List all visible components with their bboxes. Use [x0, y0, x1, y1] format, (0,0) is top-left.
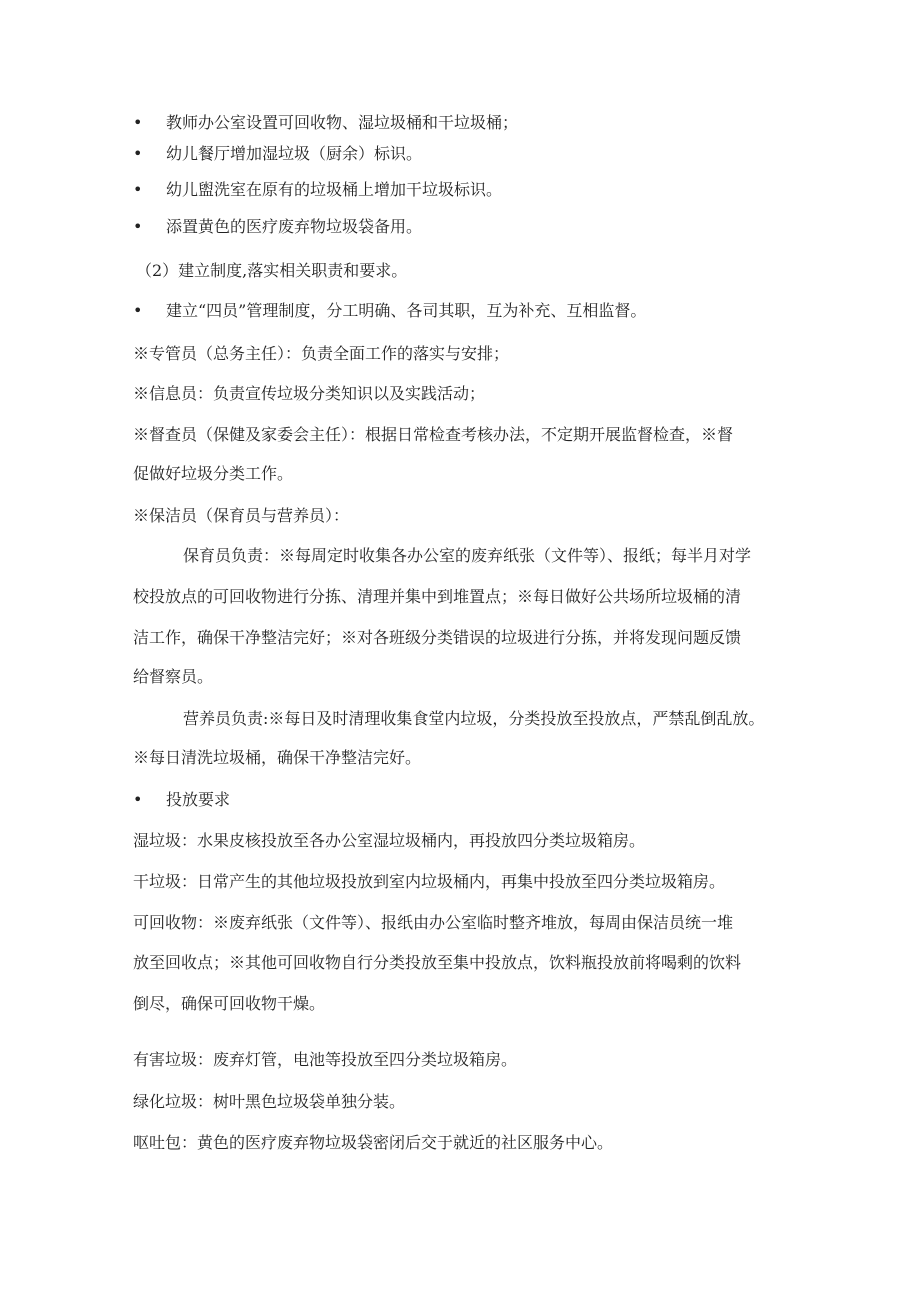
bullet-marker: • — [133, 144, 143, 163]
rule-line: 湿垃圾：水果皮核投放至各办公室湿垃圾桶内，再投放四分类垃圾箱房。 — [133, 831, 646, 850]
role-line-continued: 促做好垃圾分类工作。 — [133, 464, 294, 483]
bullet-marker: • — [133, 790, 143, 809]
rule-line: 干垃圾：日常产生的其他垃圾投放到室内垃圾桶内，再集中投放至四分类垃圾箱房。 — [133, 872, 726, 891]
rule-line: 呕吐包：黄色的医疗废弃物垃圾袋密闭后交于就近的社区服务中心。 — [133, 1133, 614, 1152]
role-line: ※保洁员（保育员与营养员）： — [133, 506, 350, 525]
bullet-text: 幼儿盥洗室在原有的垃圾桶上增加干垃圾标识。 — [166, 180, 503, 199]
bullet-marker: • — [133, 217, 143, 236]
rule-line: 有害垃圾：废弃灯管，电池等投放至四分类垃圾箱房。 — [133, 1050, 518, 1069]
duty-paragraph-start: 营养员负责:※每日及时清理收集食堂内垃圾，分类投放至投放点，严禁乱倒乱放。 — [183, 709, 765, 728]
bullet-marker: • — [133, 180, 143, 199]
role-line: ※信息员：负责宣传垃圾分类知识以及实践活动； — [133, 384, 486, 403]
rule-line: 可回收物：※废弃纸张（文件等）、报纸由办公室临时整齐堆放，每周由保洁员统一堆 — [133, 913, 734, 932]
duty-paragraph-start: 保育员负责：※每周定时收集各办公室的废弃纸张（文件等）、报纸；每半月对学 — [183, 546, 752, 565]
rule-line-continued: 放至回收点；※其他可回收物自行分类投放至集中投放点，饮料瓶投放前将喝剩的饮料 — [133, 953, 742, 972]
duty-paragraph-line: 洁工作，确保干净整洁完好；※对各班级分类错误的垃圾进行分拣，并将发现问题反馈 — [133, 628, 742, 647]
bullet-text: 教师办公室设置可回收物、湿垃圾桶和干垃圾桶； — [166, 113, 519, 132]
bullet-text: 建立“四员”管理制度，分工明确、各司其职，互为补充、互相监督。 — [166, 301, 647, 320]
bullet-marker: • — [133, 113, 143, 132]
rule-line-continued: 倒尽，确保可回收物干燥。 — [133, 994, 326, 1013]
bullet-text: 幼儿餐厅增加湿垃圾（厨余）标识。 — [166, 144, 423, 163]
duty-paragraph-line: 校投放点的可回收物进行分拣、清理并集中到堆置点；※每日做好公共场所垃圾桶的清 — [133, 587, 742, 606]
role-line: ※专管员（总务主任）：负责全面工作的落实与安排； — [133, 344, 510, 363]
section-heading-text: （2）建立制度,落实相关职责和要求。 — [136, 261, 408, 280]
duty-paragraph-line: ※每日清洗垃圾桶，确保干净整洁完好。 — [133, 748, 422, 767]
bullet-marker: • — [133, 301, 143, 320]
bullet-text: 添置黄色的医疗废弃物垃圾袋备用。 — [166, 217, 423, 236]
bullet-text: 投放要求 — [166, 790, 231, 809]
role-line: ※督查员（保健及家委会主任）：根据日常检查考核办法，不定期开展监督检查，※督 — [133, 425, 734, 444]
duty-paragraph-line: 给督察员。 — [133, 667, 214, 686]
rule-line: 绿化垃圾：树叶黑色垃圾袋单独分装。 — [133, 1092, 406, 1111]
